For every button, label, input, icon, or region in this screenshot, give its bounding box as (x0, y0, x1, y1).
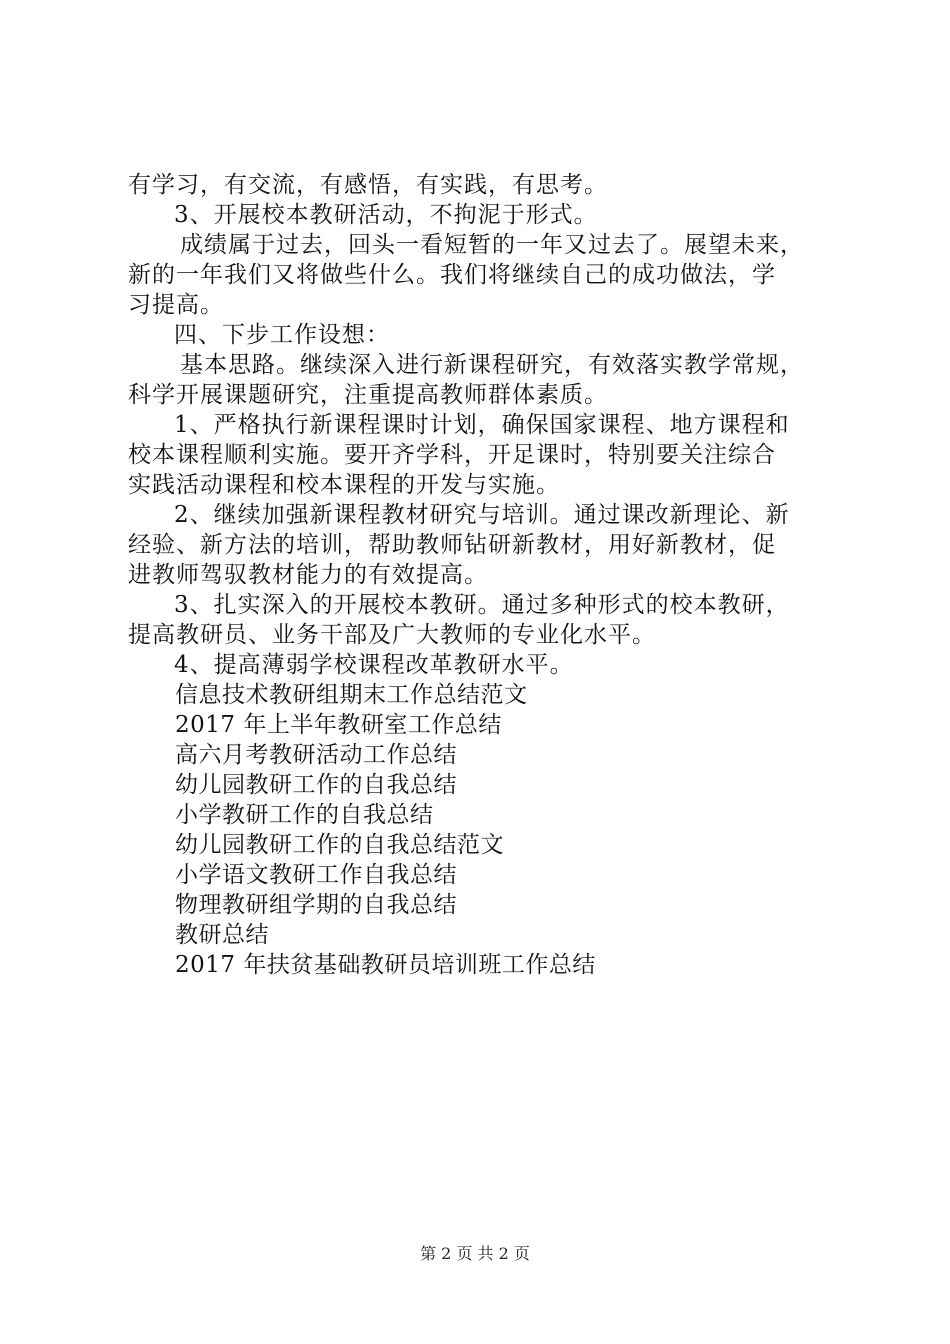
paragraph-line: 基本思路。继续深入进行新课程研究，有效落实教学常规， (180, 352, 804, 378)
paragraph-line: 1、严格执行新课程课时计划，确保国家课程、地方课程和 (174, 412, 790, 438)
related-title-link[interactable]: 物理教研组学期的自我总结 (175, 892, 457, 918)
paragraph-line: 实践活动课程和校本课程的开发与实施。 (128, 472, 560, 498)
paragraph-line: 4、提高薄弱学校课程改革教研水平。 (174, 652, 574, 678)
paragraph-line: 进教师驾驭教材能力的有效提高。 (128, 562, 488, 588)
related-titles-list (128, 680, 828, 980)
related-title-link[interactable]: 教研总结 (175, 922, 269, 948)
paragraph-line: 科学开展课题研究，注重提高教师群体素质。 (128, 382, 608, 408)
related-title-link[interactable]: 2017 年扶贫基础教研员培训班工作总结 (175, 952, 596, 978)
paragraph-line: 2、继续加强新课程教材研究与培训。通过课改新理论、新 (174, 502, 790, 528)
paragraph-line: 经验、新方法的培训，帮助教师钻研新教材，用好新教材，促 (128, 532, 776, 558)
paragraph-line: 新的一年我们又将做些什么。我们将继续自己的成功做法，学 (128, 262, 776, 288)
page-number-footer: 第 2 页 共 2 页 (420, 1244, 530, 1263)
related-title-link[interactable]: 2017 年上半年教研室工作总结 (175, 712, 502, 738)
paragraph-line: 成绩属于过去，回头一看短暂的一年又过去了。展望未来， (180, 232, 804, 258)
paragraph-line: 有学习，有交流，有感悟，有实践，有思考。 (128, 172, 608, 198)
related-title-link[interactable]: 小学教研工作的自我总结 (175, 802, 434, 828)
paragraph-line: 3、开展校本教研活动，不拘泥于形式。 (174, 202, 598, 228)
document-body (128, 170, 828, 980)
section-heading: 四、下步工作设想： (174, 322, 390, 348)
related-title-link[interactable]: 信息技术教研组期末工作总结范文 (175, 682, 528, 708)
related-title-link[interactable]: 高六月考教研活动工作总结 (175, 742, 457, 768)
paragraph-line: 3、扎实深入的开展校本教研。通过多种形式的校本教研， (174, 592, 790, 618)
related-title-link[interactable]: 幼儿园教研工作的自我总结 (175, 772, 457, 798)
related-title-link[interactable]: 幼儿园教研工作的自我总结范文 (175, 832, 504, 858)
paragraph-line: 校本课程顺利实施。要开齐学科，开足课时，特别要关注综合 (128, 442, 776, 468)
related-title-link[interactable]: 小学语文教研工作自我总结 (175, 862, 457, 888)
paragraph-line: 提高教研员、业务干部及广大教师的专业化水平。 (128, 622, 656, 648)
paragraph-line: 习提高。 (128, 292, 224, 318)
